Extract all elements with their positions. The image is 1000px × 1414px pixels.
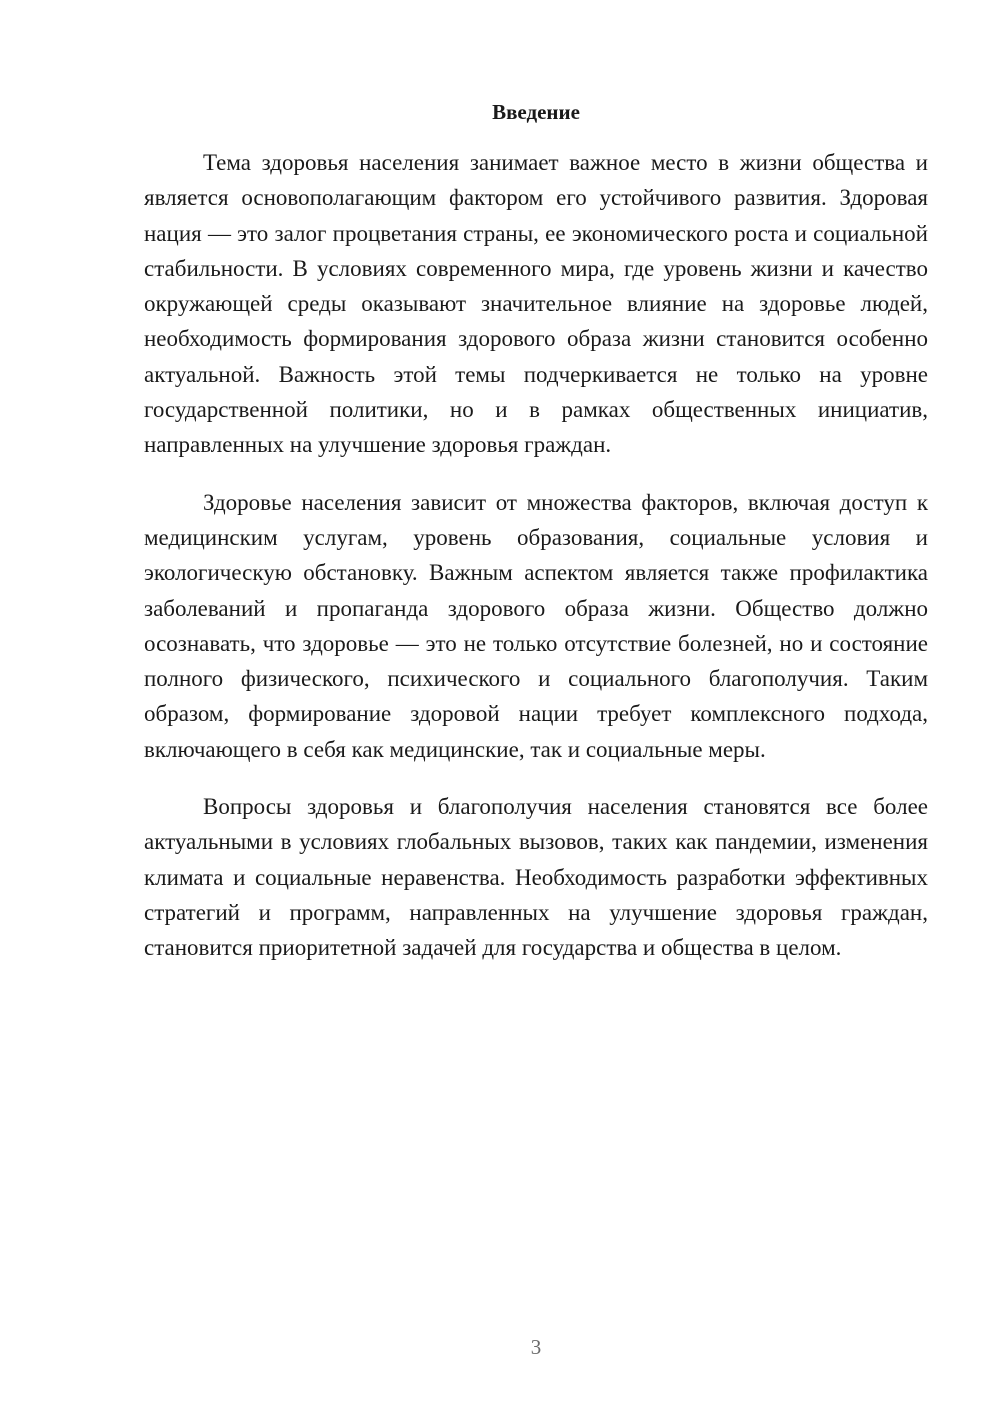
section-heading: Введение (492, 100, 580, 124)
paragraph-2: Здоровье населения зависит от множества факторов, включая доступ к медицинским услугам, уровень образования, социальные условия и экологическую обстановку. Важным аспектом является также профилактика заболеваний и пропаганда здорового образа жизни. Общество должно осознавать, что здоровье — это не только отсутствие болезней, но и состояние полного физического, психического и социального благополучия. Таким образом, формирование здоровой нации требует комплексного подхода, включающего в себя как медицинские, так и социальные меры. (144, 489, 928, 762)
paragraph-1: Тема здоровья населения занимает важное место в жизни общества и является основополагающим фактором его устойчивого развития. Здоровая нация — это залог процветания страны, ее экономического роста и социальной стабильности. В условиях современного мира, где уровень жизни и качество окружающей среды оказывают значительное влияние на здоровье людей, необходимость формирования здорового образа жизни становится особенно актуальной. Важность этой темы подчеркивается не только на уровне государственной политики, но и в рамках общественных инициатив, направленных на улучшение здоровья граждан. (144, 150, 928, 458)
page-number: 3 (530, 1335, 542, 1359)
body-text (144, 145, 928, 988)
paragraph-3: Вопросы здоровья и благополучия населения становятся все более актуальными в условиях глобальных вызовов, таких как пандемии, изменения климата и социальные неравенства. Необходимость разработки эффективных стратегий и программ, направленных на улучшение здоровья граждан, становится приоритетной задачей для государства и общества в целом. (144, 794, 928, 961)
